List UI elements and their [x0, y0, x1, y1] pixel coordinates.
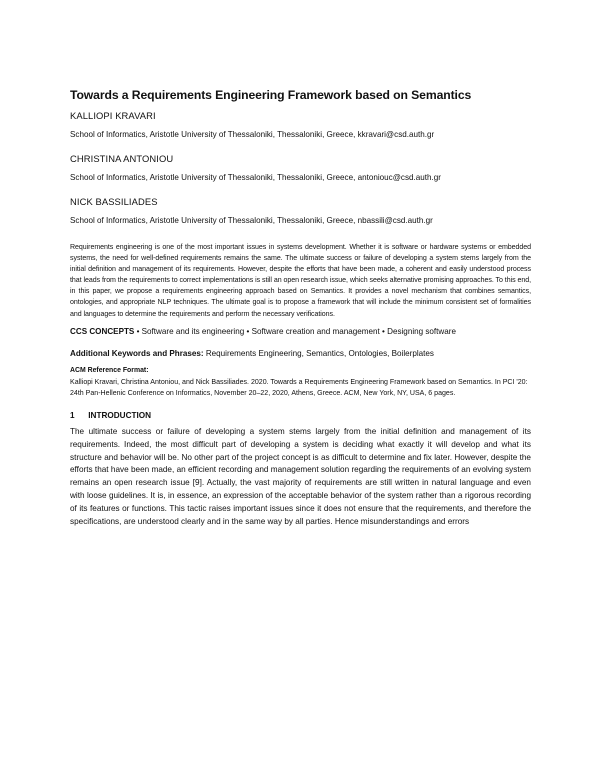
ccs-label: CCS CONCEPTS: [70, 326, 135, 336]
author-block-3: [70, 196, 531, 225]
acm-reference-label: ACM Reference Format:: [70, 366, 149, 374]
section-body: The ultimate success or failure of developing a system stems largely from the initial definition and management of its requirements. Indeed, the most difficult part of developing a system is deciding what exactly it will develop and what its structure and behavior will be. No other part of the project concept is as difficult to determine and fix later. However, despite the efforts that have been made, an efficient recording and management solution regarding the requirements of an evolving system remains an open research issue [9]. Actually, the vast majority of requirements are still written in natural language and even with loose guidelines. It is, in essence, an expression of the acceptable behavior of the system rather than a rigorous recording of its features or functions. This tactic raises important issues since it does not ensure that the requirements, and therefore the specifications, are understood clearly and in the same way by all parties. Hence misunderstandings and errors: [70, 427, 531, 526]
author-name: NICK BASSILIADES: [70, 196, 158, 207]
author-name: KALLIOPI KRAVARI: [70, 110, 156, 121]
author-affiliation: School of Informatics, Aristotle University of Thessaloniki, Thessaloniki, Greece, nbassili@csd.auth.gr: [70, 216, 433, 225]
keywords-label: Additional Keywords and Phrases:: [70, 348, 204, 358]
paper-page: [70, 88, 531, 528]
section-heading: [70, 411, 531, 420]
keywords: [70, 349, 531, 358]
section-number: 1: [70, 411, 75, 421]
author-name: CHRISTINA ANTONIOU: [70, 153, 174, 164]
section-title: INTRODUCTION: [88, 411, 152, 421]
keywords-text: Requirements Engineering, Semantics, Ontologies, Boilerplates: [205, 348, 434, 358]
author-block-2: [70, 153, 531, 182]
paper-title: Towards a Requirements Engineering Framework based on Semantics: [70, 88, 472, 102]
ccs-concepts: [70, 327, 531, 336]
abstract: Requirements engineering is one of the most important issues in systems development. Whether it is software or hardware systems or embedded systems, the need for well-defined requirements remains the same. The ultimate success or failure of developing a system stems largely from the initial definition and management of its requirements. However, despite the efforts that have been made, a coherent and easily understood process that leads from the requirements to correct implementations is still an open research issue, which seeks alternative promising approaches. To this end, in this paper, we propose a requirements engineering approach based on Semantics. It provides a novel mechanism that combines semantics, ontologies, and appropriate NLP techniques. The ultimate goal is to propose a framework that will include the minimum consistent set of formalities and languages to determine the requirements and perform the necessary verifications.: [70, 244, 531, 318]
author-affiliation: School of Informatics, Aristotle University of Thessaloniki, Thessaloniki, Greece, antoniouc@csd.auth.gr: [70, 173, 441, 182]
author-affiliation: School of Informatics, Aristotle University of Thessaloniki, Thessaloniki, Greece, kkravari@csd.auth.gr: [70, 130, 435, 139]
author-block-1: [70, 110, 531, 139]
ccs-text: • Software and its engineering • Software creation and management • Designing software: [136, 326, 456, 336]
acm-reference-text: Kalliopi Kravari, Christina Antoniou, and Nick Bassiliades. 2020. Towards a Requirements Engineering Framework based on Semantics. In PCI '20: 24th Pan-Hellenic Conference on Informatics, November 20–22, 2020, Athens, Greece. ACM, New York, NY, USA, 6 pages.: [70, 378, 528, 397]
